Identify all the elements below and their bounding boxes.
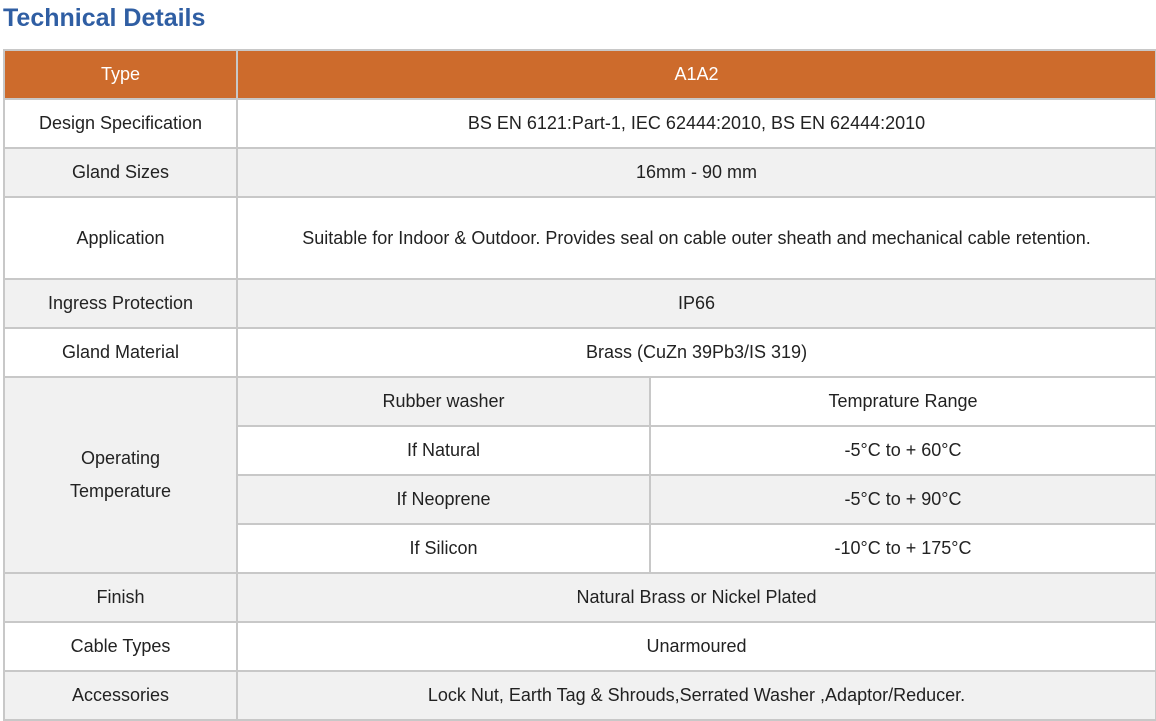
row-value: Suitable for Indoor & Outdoor. Provides seal on cable outer sheath and mechanical cable retention. bbox=[237, 197, 1156, 279]
section-title: Technical Details bbox=[3, 4, 206, 32]
technical-details-table bbox=[3, 49, 1156, 721]
temperature-range-header: Temprature Range bbox=[650, 377, 1156, 426]
row-label: Gland Material bbox=[4, 328, 237, 377]
temperature-range: -5°C to + 90°C bbox=[650, 475, 1156, 524]
rubber-washer-header: Rubber washer bbox=[237, 377, 650, 426]
row-label: Gland Sizes bbox=[4, 148, 237, 197]
row-value: BS EN 6121:Part-1, IEC 62444:2010, BS EN 62444:2010 bbox=[237, 99, 1156, 148]
table-row bbox=[4, 197, 1156, 279]
table-row bbox=[4, 573, 1156, 622]
table-row bbox=[4, 148, 1156, 197]
row-value: 16mm - 90 mm bbox=[237, 148, 1156, 197]
row-value: Unarmoured bbox=[237, 622, 1156, 671]
row-value: Brass (CuZn 39Pb3/IS 319) bbox=[237, 328, 1156, 377]
row-label: Accessories bbox=[4, 671, 237, 720]
table-row bbox=[4, 279, 1156, 328]
table-row bbox=[4, 622, 1156, 671]
table-row bbox=[4, 99, 1156, 148]
row-value: Natural Brass or Nickel Plated bbox=[237, 573, 1156, 622]
type-label: Type bbox=[4, 50, 237, 99]
table-header-row bbox=[4, 50, 1156, 99]
row-label: Design Specification bbox=[4, 99, 237, 148]
washer-type: If Neoprene bbox=[237, 475, 650, 524]
row-label: Ingress Protection bbox=[4, 279, 237, 328]
washer-type: If Natural bbox=[237, 426, 650, 475]
row-value: Lock Nut, Earth Tag & Shrouds,Serrated Washer ,Adaptor/Reducer. bbox=[237, 671, 1156, 720]
washer-type: If Silicon bbox=[237, 524, 650, 573]
row-value: IP66 bbox=[237, 279, 1156, 328]
operating-temp-header-row bbox=[4, 377, 1156, 426]
row-label: Finish bbox=[4, 573, 237, 622]
table-row bbox=[4, 328, 1156, 377]
row-label: Application bbox=[4, 197, 237, 279]
table-row bbox=[4, 671, 1156, 720]
temperature-range: -10°C to + 175°C bbox=[650, 524, 1156, 573]
type-value: A1A2 bbox=[237, 50, 1156, 99]
temperature-range: -5°C to + 60°C bbox=[650, 426, 1156, 475]
row-label: Cable Types bbox=[4, 622, 237, 671]
operating-temperature-label: Operating Temperature bbox=[4, 377, 237, 573]
